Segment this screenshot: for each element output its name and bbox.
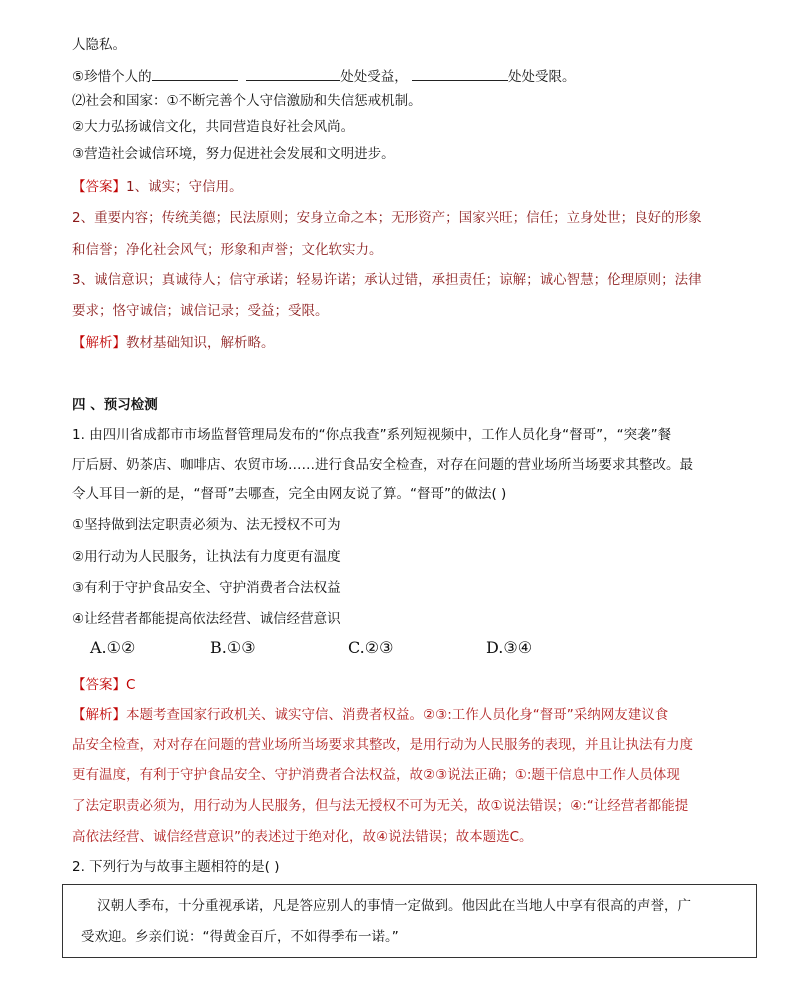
statement-4: ④让经营者都能提高依法经营、诚信经营意识 (72, 611, 341, 627)
option-c: C.②③ (348, 638, 394, 657)
analysis-text: 本题考查国家行政机关、诚实守信、消费者权益。 (126, 707, 423, 723)
ref: ②③ (423, 767, 448, 783)
story-line: 汉朝人季布，十分重视承诺，凡是答应别人的事情一定做到。他因此在当地人中享有很高的声誉，广 (97, 898, 691, 914)
analysis-line (72, 706, 668, 724)
text: 处处受限。 (508, 69, 576, 85)
option-d: D.③④ (486, 638, 533, 657)
statement-1: ①坚持做到法定职责必须为、法无授权不可为 (72, 517, 341, 533)
analysis-text: 了法定职责必须为，用行动为人民服务，但与法无授权不可为无关，故 (72, 798, 491, 814)
text-line: 人隐私。 (72, 37, 126, 53)
story-line: 受欢迎。乡亲们说：“得黄金百斤，不如得季布一诺。” (81, 929, 399, 945)
analysis-line (72, 828, 533, 846)
answer-line (72, 676, 135, 694)
question-line: 2. 下列行为与故事主题相符的是( ) (72, 859, 280, 875)
option-a: A.①② (90, 638, 136, 657)
analysis-text: 说法错误； (502, 798, 571, 814)
story-box (62, 884, 757, 958)
ref: ① (490, 798, 503, 814)
ref: ②③ (423, 707, 448, 723)
text: 处处受益， (340, 69, 408, 85)
ref: ④ (570, 798, 583, 814)
text-line: ②大力弘扬诚信文化，共同营造良好社会风尚。 (72, 119, 355, 135)
ref: ④ (376, 829, 389, 845)
analysis-text: 说法正确； (447, 767, 515, 783)
text: ⑤珍惜个人的 (72, 69, 152, 85)
blank (246, 66, 340, 81)
question-line: 1. 由四川省成都市市场监督管理局发布的“你点我查”系列短视频中，工作人员化身“督哥”，“突袭”餐 (72, 427, 672, 443)
analysis-line (72, 334, 275, 352)
blank (412, 66, 508, 81)
analysis-line: 品安全检查，对对存在问题的营业场所当场要求其整改，是用行动为人民服务的表现，并且让执法有力度 (72, 737, 693, 753)
answer-value: C (126, 677, 136, 693)
section-title: 四 、预习检测 (72, 397, 158, 413)
analysis-tag: 【解析】 (72, 707, 126, 723)
text-line: ⑵社会和国家：①不断完善个人守信激励和失信惩戒机制。 (72, 93, 422, 109)
answer-tag: 【答案】 (72, 677, 126, 693)
answer-text: 1、诚实；守信用。 (126, 179, 243, 195)
ref: ① (514, 767, 527, 783)
answer-line (72, 178, 243, 196)
blank (152, 66, 238, 81)
option-b: B.①③ (210, 638, 256, 657)
fill-blank-line (72, 66, 576, 86)
statement-2: ②用行动为人民服务，让执法有力度更有温度 (72, 549, 341, 565)
analysis-text: :题干信息中工作人员体现 (526, 767, 680, 783)
statement-3: ③有利于守护食品安全、守护消费者合法权益 (72, 580, 341, 596)
analysis-text: :“让经营者都能提 (582, 798, 689, 814)
analysis-text: 高依法经营、诚信经营意识”的表述过于绝对化，故 (72, 829, 376, 845)
question-line: 令人耳目一新的是，“督哥”去哪查，完全由网友说了算。“督哥”的做法( ) (72, 486, 507, 502)
analysis-line (72, 766, 680, 784)
analysis-tag: 【解析】 (72, 335, 126, 351)
answer-tag: 【答案】 (72, 179, 126, 195)
answer-line: 要求；恪守诚信；诚信记录；受益；受限。 (72, 303, 329, 319)
analysis-text: :工作人员化身“督哥”采纳网友建议食 (447, 707, 669, 723)
answer-line: 2、重要内容；传统美德；民法原则；安身立命之本；无形资产；国家兴旺；信任；立身处世；良好的形象 (72, 210, 702, 226)
analysis-text: 说法错误；故本题选C。 (388, 829, 533, 845)
analysis-text: 更有温度，有利于守护食品安全、守护消费者合法权益，故 (72, 767, 423, 783)
answer-line: 3、诚信意识；真诚待人；信守承诺；轻易许诺；承认过错，承担责任；谅解；诚心智慧；伦理原则；法律 (72, 272, 702, 288)
analysis-text: 教材基础知识，解析略。 (126, 335, 275, 351)
analysis-line (72, 797, 688, 815)
question-line: 厅后厨、奶茶店、咖啡店、农贸市场……进行食品安全检查，对存在问题的营业场所当场要求其整改。最 (72, 457, 693, 473)
text-line: ③营造社会诚信环境，努力促进社会发展和文明进步。 (72, 146, 395, 162)
answer-line: 和信誉；净化社会风气；形象和声誉；文化软实力。 (72, 242, 383, 258)
